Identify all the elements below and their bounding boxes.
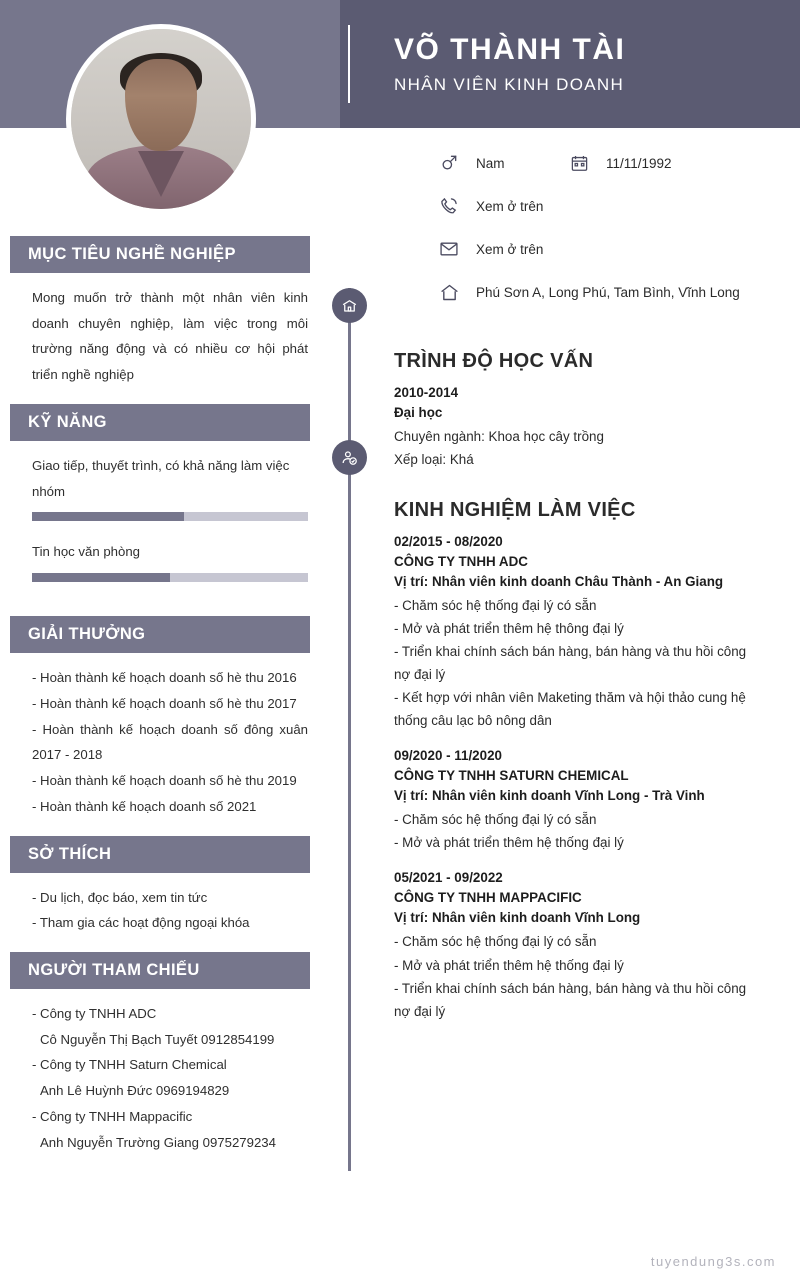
experience-job [394, 748, 760, 854]
experience-job [394, 534, 760, 732]
skill-bar [32, 573, 308, 582]
skills-block [0, 441, 340, 616]
list-item: Anh Nguyễn Trường Giang 0975279234 [40, 1134, 276, 1150]
section-title-education: TRÌNH ĐỘ HỌC VẤN [394, 350, 594, 372]
list-item: - Công ty TNHH Mappacific [32, 1108, 193, 1124]
section-title-hobbies: SỞ THÍCH [10, 836, 310, 873]
timeline-line [348, 288, 351, 1171]
list-item: - Tham gia các hoạt động ngoại khóa [32, 915, 250, 931]
avatar-face-shape [125, 59, 197, 151]
mail-icon [436, 236, 462, 262]
job-duty: - Chăm sóc hệ thống đại lý có sẵn [394, 934, 597, 950]
section-title-experience: KINH NGHIỆM LÀM VIỆC [394, 499, 636, 522]
job-duty: - Triển khai chính sách bán hàng, bán hàng và thu hồi công nợ đại lý [394, 980, 747, 1019]
job-company: CÔNG TY TNHH SATURN CHEMICAL [394, 768, 629, 784]
job-duty: - Mở và phát triển thêm hệ thông đại lý [394, 621, 624, 637]
hobbies-block [0, 873, 340, 952]
contact-item-gender [436, 150, 566, 176]
job-company: CÔNG TY TNHH MAPPACIFIC [394, 890, 582, 906]
awards-block [0, 653, 340, 835]
list-item: - Công ty TNHH ADC [32, 1006, 157, 1022]
contact-address-value: Phú Sơn A, Long Phú, Tam Bình, Vĩnh Long [476, 284, 740, 300]
contact-row-phone [436, 193, 770, 219]
job-duty: - Kết hợp với nhân viên Maketing thăm và hội thảo cung hệ thống câu lạc bô nông dân [394, 690, 746, 729]
education-degree: Đại học [394, 405, 443, 420]
list-item: - Hoàn thành kế hoạch doanh số hè thu 2016 [32, 670, 297, 686]
job-duty: - Chăm sóc hệ thống đại lý có sẵn [394, 598, 597, 614]
sidebar [0, 128, 340, 1171]
skill-label: Tin học văn phòng [32, 544, 141, 560]
avatar-photo [71, 29, 251, 209]
job-duty: - Triển khai chính sách bán hàng, bán hàng và thu hồi công nợ đại lý [394, 644, 747, 683]
job-position: Vị trí: Nhân viên kinh doanh Châu Thành - An Giang [394, 574, 724, 590]
main-content [340, 128, 800, 1171]
education-icon [332, 288, 367, 323]
list-item: - Hoàn thành kế hoạch doanh số 2021 [32, 798, 257, 814]
gender-icon [436, 150, 462, 176]
contact-item-birthday [566, 150, 672, 176]
name-block [348, 25, 625, 103]
contact-email-value: Xem ở trên [476, 241, 544, 257]
list-item: - Hoàn thành kế hoạch doanh số hè thu 2019 [32, 773, 297, 789]
list-item: - Công ty TNHH Saturn Chemical [32, 1057, 227, 1073]
education-section [340, 350, 800, 471]
objective-text: Mong muốn trở thành một nhân viên kinh doanh chuyên nghiệp, làm việc trong môi trường năng động và có nhiều cơ hội phát triển nghề nghiệp [32, 290, 308, 383]
skill-bar-fill [32, 573, 170, 582]
contact-item-email [436, 236, 543, 262]
job-company: CÔNG TY TNHH ADC [394, 554, 528, 570]
education-period: 2010-2014 [394, 385, 459, 400]
job-period: 05/2021 - 09/2022 [394, 870, 503, 886]
job-duty: - Mở và phát triển thêm hệ thống đại lý [394, 835, 624, 851]
skill-bar [32, 512, 308, 521]
job-title: NHÂN VIÊN KINH DOANH [394, 75, 625, 95]
job-period: 09/2020 - 11/2020 [394, 748, 502, 764]
contact-gender-value: Nam [476, 155, 505, 171]
list-item: - Du lịch, đọc báo, xem tin tức [32, 889, 208, 905]
list-item: Anh Lê Huỳnh Đức 0969194829 [40, 1083, 230, 1099]
education-major: Chuyên ngành: Khoa học cây trồng [394, 429, 604, 444]
job-duty: - Chăm sóc hệ thống đại lý có sẵn [394, 812, 597, 828]
contact-row-gender-birthday [436, 150, 770, 176]
header-right-band [340, 0, 800, 128]
job-position: Vị trí: Nhân viên kinh doanh Vĩnh Long - Trà Vinh [394, 788, 705, 804]
contact-block [340, 128, 800, 328]
calendar-icon [566, 150, 592, 176]
job-duty: - Mở và phát triển thêm hệ thống đại lý [394, 957, 624, 973]
footer-brand: tuyendung3s.com [650, 1254, 776, 1269]
phone-icon [436, 193, 462, 219]
job-position: Vị trí: Nhân viên kinh doanh Vĩnh Long [394, 910, 641, 926]
experience-icon [332, 440, 367, 475]
contact-row-email [436, 236, 770, 262]
home-icon [436, 279, 462, 305]
contact-birthday-value: 11/11/1992 [606, 155, 672, 171]
contact-row-address [436, 279, 770, 305]
section-title-awards: GIẢI THƯỞNG [10, 616, 310, 653]
objective-block [0, 273, 340, 404]
list-item: Cô Nguyễn Thị Bạch Tuyết 0912854199 [40, 1031, 275, 1047]
skill-label: Giao tiếp, thuyết trình, có khả năng làm việc nhóm [32, 457, 290, 499]
contact-item-address [436, 279, 740, 305]
experience-job [394, 870, 760, 1022]
contact-item-phone [436, 193, 543, 219]
avatar [66, 24, 256, 214]
job-period: 02/2015 - 08/2020 [394, 534, 503, 550]
section-title-references: NGƯỜI THAM CHIẾU [10, 952, 310, 989]
cv-header [0, 0, 800, 128]
list-item: - Hoàn thành kế hoạch doanh số hè thu 2017 [32, 695, 297, 711]
list-item: - Hoàn thành kế hoạch doanh số đông xuân 2017 - 2018 [32, 721, 308, 763]
education-grade: Xếp loại: Khá [394, 452, 474, 468]
cv-body [0, 128, 800, 1171]
references-block [0, 989, 340, 1171]
section-title-skills: KỸ NĂNG [10, 404, 310, 441]
skill-bar-fill [32, 512, 184, 521]
contact-phone-value: Xem ở trên [476, 198, 544, 214]
experience-section [340, 499, 800, 1023]
page-title: VÕ THÀNH TÀI [394, 32, 626, 66]
section-title-objective: MỤC TIÊU NGHỀ NGHIỆP [10, 236, 310, 273]
